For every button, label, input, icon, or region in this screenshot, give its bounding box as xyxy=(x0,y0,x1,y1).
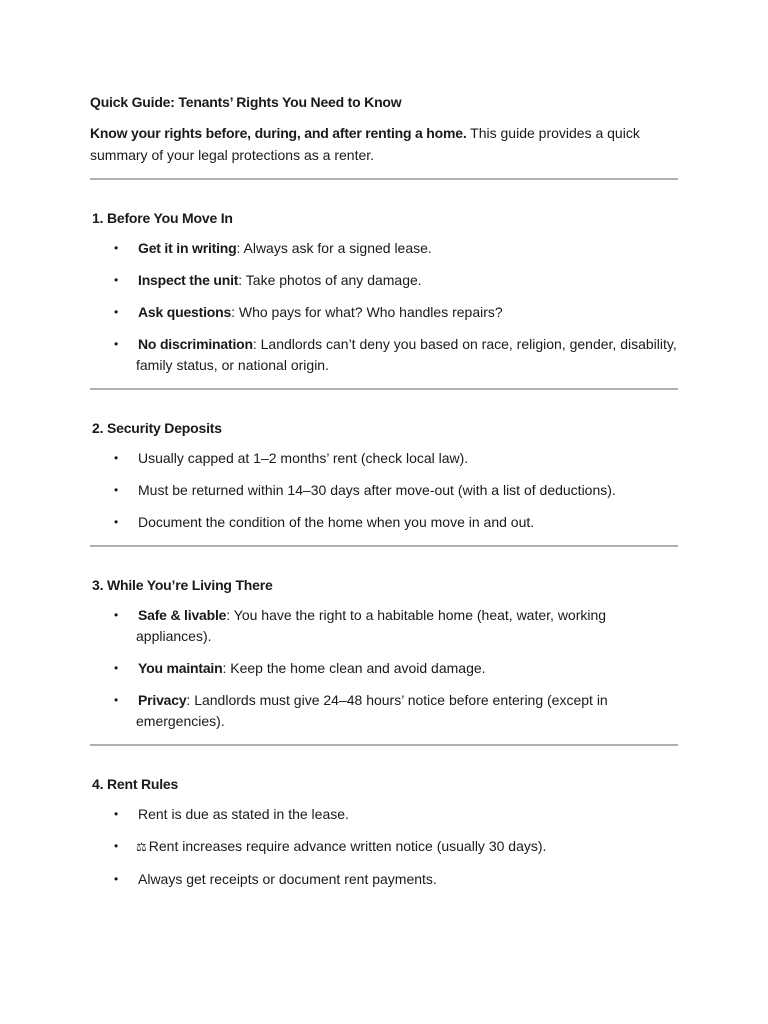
bullet-list xyxy=(90,804,678,890)
section-divider xyxy=(90,744,678,746)
item-text: Usually capped at 1–2 months’ rent (check local law). xyxy=(138,450,469,466)
bullet-dot-icon: • xyxy=(114,305,119,319)
bullet-dot-icon: • xyxy=(114,337,119,351)
item-text: : Take photos of any damage. xyxy=(238,272,422,288)
item-text: : Landlords must give 24–48 hours’ notice before entering (except in emergencies). xyxy=(136,692,608,729)
bullet-dot-icon: • xyxy=(114,693,119,707)
bullet-dot-icon: • xyxy=(114,608,119,622)
sections-container xyxy=(90,208,678,890)
item-term: No discrimination xyxy=(138,336,253,352)
list-item xyxy=(90,690,678,732)
section-divider xyxy=(90,388,678,390)
item-text: Rent increases require advance written notice (usually 30 days). xyxy=(148,838,547,854)
section-divider xyxy=(90,178,678,180)
section-heading-text: 2. Security Deposits xyxy=(92,420,222,436)
item-term: Inspect the unit xyxy=(138,272,239,288)
section-heading-text: 3. While You’re Living There xyxy=(92,577,273,593)
item-term: You maintain xyxy=(138,660,223,676)
bullet-dot-icon: • xyxy=(114,273,119,287)
list-item xyxy=(90,238,678,259)
document-body xyxy=(90,92,678,890)
item-term: Safe & livable xyxy=(138,607,227,623)
bullet-dot-icon: • xyxy=(114,241,119,255)
bullet-dot-icon: • xyxy=(114,515,119,529)
intro-lead: Know your rights before, during, and after renting a home. xyxy=(90,125,467,141)
item-text: Rent is due as stated in the lease. xyxy=(138,806,349,822)
bullet-list xyxy=(90,605,678,732)
bullet-dot-icon: • xyxy=(114,807,119,821)
doc-title: Quick Guide: Tenants’ Rights You Need to Know xyxy=(90,94,402,110)
section-divider xyxy=(90,545,678,547)
list-item xyxy=(90,480,678,501)
list-item xyxy=(90,270,678,291)
item-text: : Who pays for what? Who handles repairs? xyxy=(231,304,503,320)
intro-text: This guide provides a quick summary of your legal protections as a renter. xyxy=(90,125,640,163)
bullet-dot-icon: • xyxy=(114,661,119,675)
list-item xyxy=(90,658,678,679)
item-text: Always get receipts or document rent payments. xyxy=(138,871,437,887)
bullet-dot-icon: • xyxy=(114,839,119,853)
item-term: Privacy xyxy=(138,692,187,708)
list-item xyxy=(90,334,678,376)
section-heading xyxy=(90,575,678,595)
list-item xyxy=(90,605,678,647)
bullet-dot-icon: • xyxy=(114,451,119,465)
item-text: Must be returned within 14–30 days after move-out (with a list of deductions). xyxy=(138,482,616,498)
list-item xyxy=(90,302,678,323)
item-text: : Landlords can’t deny you based on race, religion, gender, disability, family status, or national origin. xyxy=(136,336,677,373)
bullet-list xyxy=(90,238,678,376)
item-term: Ask questions xyxy=(138,304,232,320)
list-item xyxy=(90,869,678,890)
item-text: : Keep the home clean and avoid damage. xyxy=(222,660,486,676)
section-heading-text: 1. Before You Move In xyxy=(92,210,233,226)
item-term: Get it in writing xyxy=(138,240,237,256)
item-text: Document the condition of the home when you move in and out. xyxy=(138,514,535,530)
list-item xyxy=(90,448,678,469)
item-emoji-icon: ⚖ xyxy=(136,840,147,854)
bullet-dot-icon: • xyxy=(114,872,119,886)
list-item xyxy=(90,836,678,858)
bullet-dot-icon: • xyxy=(114,483,119,497)
bullet-list xyxy=(90,448,678,533)
intro-paragraph xyxy=(90,122,678,166)
item-text: : You have the right to a habitable home (heat, water, working appliances). xyxy=(136,607,607,644)
section-heading-text: 4. Rent Rules xyxy=(92,776,179,792)
list-item xyxy=(90,512,678,533)
list-item xyxy=(90,804,678,825)
section-heading xyxy=(90,418,678,438)
section-heading xyxy=(90,208,678,228)
section-heading xyxy=(90,774,678,794)
item-text: : Always ask for a signed lease. xyxy=(236,240,432,256)
